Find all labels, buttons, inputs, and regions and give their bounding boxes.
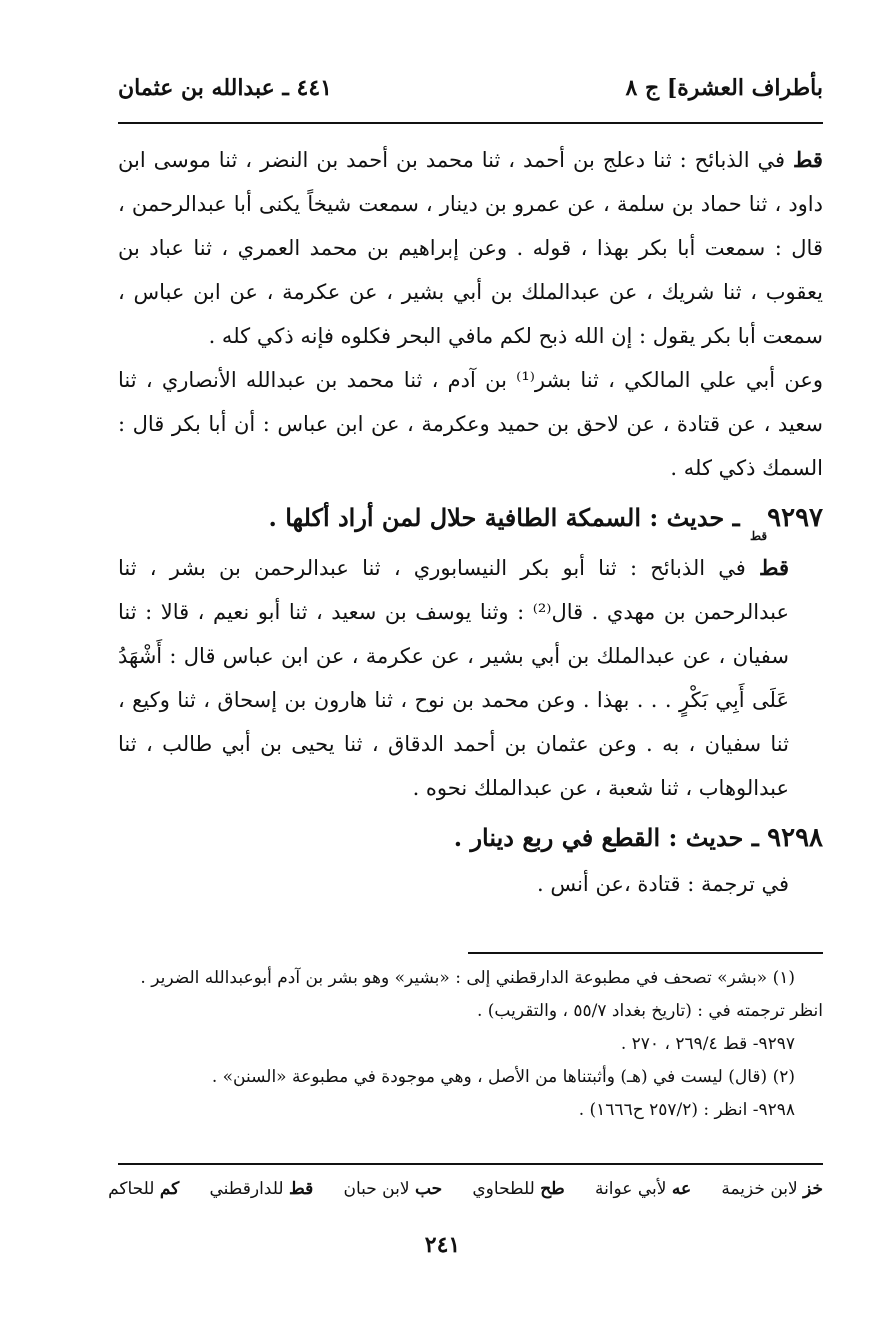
abbreviation-item: كم للحاكم bbox=[108, 1179, 180, 1199]
hadith-title: ـ حديث : السمكة الطافية حلال لمن أراد أكلها . bbox=[268, 503, 740, 532]
hadith-number: ٩٢٩٨ bbox=[767, 823, 823, 853]
paragraph-2: وعن أبي علي المالكي ، ثنا بشر⁽¹⁾ بن آدم ، ثنا محمد بن عبدالله الأنصاري ، ثنا سعيد ، عن قتادة ، عن لاحق بن حميد وعكرمة ، عن ابن عباس : أن أبا بكر قال : السمك ذكي كله . bbox=[118, 368, 823, 480]
footnote-2-line-1: (٢) (قال) ليست في (هـ) وأثبتناها من الأصل ، وهي موجودة في مطبوعة «السنن» . bbox=[211, 1067, 795, 1087]
header-book-title: بأطراف العشرة] ج ٨ bbox=[625, 75, 823, 101]
footnote-1-line-1: (١) «بشر» تصحف في مطبوعة الدارقطني إلى : «بشير» وهو بشر بن آدم أبوعبدالله الضرير . bbox=[140, 968, 795, 988]
source-code: قط bbox=[793, 147, 823, 172]
abbreviation-key bbox=[108, 1174, 823, 1204]
hadith-heading-9298 bbox=[118, 814, 823, 862]
footnote-divider bbox=[468, 952, 823, 954]
source-code: قط bbox=[759, 555, 789, 580]
abbreviation-item: خز لابن خزيمة bbox=[721, 1179, 823, 1199]
footnote-1-line-2: انظر ترجمته في : (تاريخ بغداد ٥٥/٧ ، والتقريب) . bbox=[476, 1001, 823, 1021]
paragraph-1-text: في الذبائح : ثنا دعلج بن أحمد ، ثنا محمد بن أحمد بن النضر ، ثنا موسى ابن داود ، ثنا حماد بن سلمة ، عن عمرو بن دينار ، سمعت شيخاً يكنى أبا عبدالرحمن ، قال : سمعت أبا بكر بهذا ، قوله . وعن إبراهيم بن محمد العمري ، ثنا عباد بن يعقوب ، ثنا شريك ، عن عبدالملك بن أبي بشير ، عن عكرمة ، عن ابن عباس ، سمعت أبا بكر يقول : إن الله ذبح لكم مافي البحر فكلوه فإنه ذكي كله . bbox=[118, 148, 823, 348]
running-header bbox=[118, 70, 823, 106]
footnotes bbox=[118, 962, 823, 1127]
footnote-2-line-2: ٩٢٩٨- انظر : (٢٥٧/٢ ح١٦٦٦) . bbox=[578, 1100, 795, 1120]
paragraph-3-text: في الذبائح : ثنا أبو بكر النيسابوري ، ثنا عبدالرحمن بن بشر ، ثنا عبدالرحمن بن مهدي . قال⁽²⁾ : وثنا يوسف بن سعيد ، ثنا أبو نعيم ، قالا : ثنا سفيان ، عن عبدالملك بن أبي بشير ، عن عكرمة ، عن ابن عباس قال : أَشْهَدُ عَلَى أَبِي بَكْرٍ . . . بهذا . وعن محمد بن نوح ، ثنا هارون بن إسحاق ، ثنا وكيع ، ثنا سفيان ، به . وعن عثمان بن أحمد الدقاق ، ثنا يحيى بن أبي طالب ، ثنا عبدالوهاب ، ثنا شعبة ، عن عبدالملك نحوه . bbox=[118, 556, 789, 800]
paragraph-1 bbox=[118, 138, 823, 358]
hadith-heading-9297 bbox=[118, 494, 823, 546]
abbreviation-item: طح للطحاوي bbox=[472, 1179, 565, 1199]
abbreviation-item: حب لابن حبان bbox=[343, 1179, 443, 1199]
header-section-title: ٤٤١ ـ عبدالله بن عثمان bbox=[118, 75, 332, 101]
footnote-1-line-3: ٩٢٩٧- قط ٢٦٩/٤ ، ٢٧٠ . bbox=[620, 1034, 795, 1054]
abbreviation-item: قط للدارقطني bbox=[209, 1179, 314, 1199]
hadith-source-mark: قط bbox=[750, 529, 768, 543]
header-divider bbox=[118, 122, 823, 124]
main-text bbox=[118, 138, 823, 906]
page-number: ٢٤١ bbox=[424, 1232, 461, 1258]
hadith-title: ـ حديث : القطع في ربع دينار . bbox=[453, 823, 759, 852]
abbreviation-divider bbox=[118, 1163, 823, 1165]
paragraph-4: في ترجمة : قتادة ،عن أنس . bbox=[536, 872, 789, 896]
hadith-number: ٩٢٩٧ bbox=[767, 503, 823, 533]
paragraph-3 bbox=[118, 546, 823, 810]
abbreviation-item: عه لأبي عوانة bbox=[594, 1179, 692, 1199]
